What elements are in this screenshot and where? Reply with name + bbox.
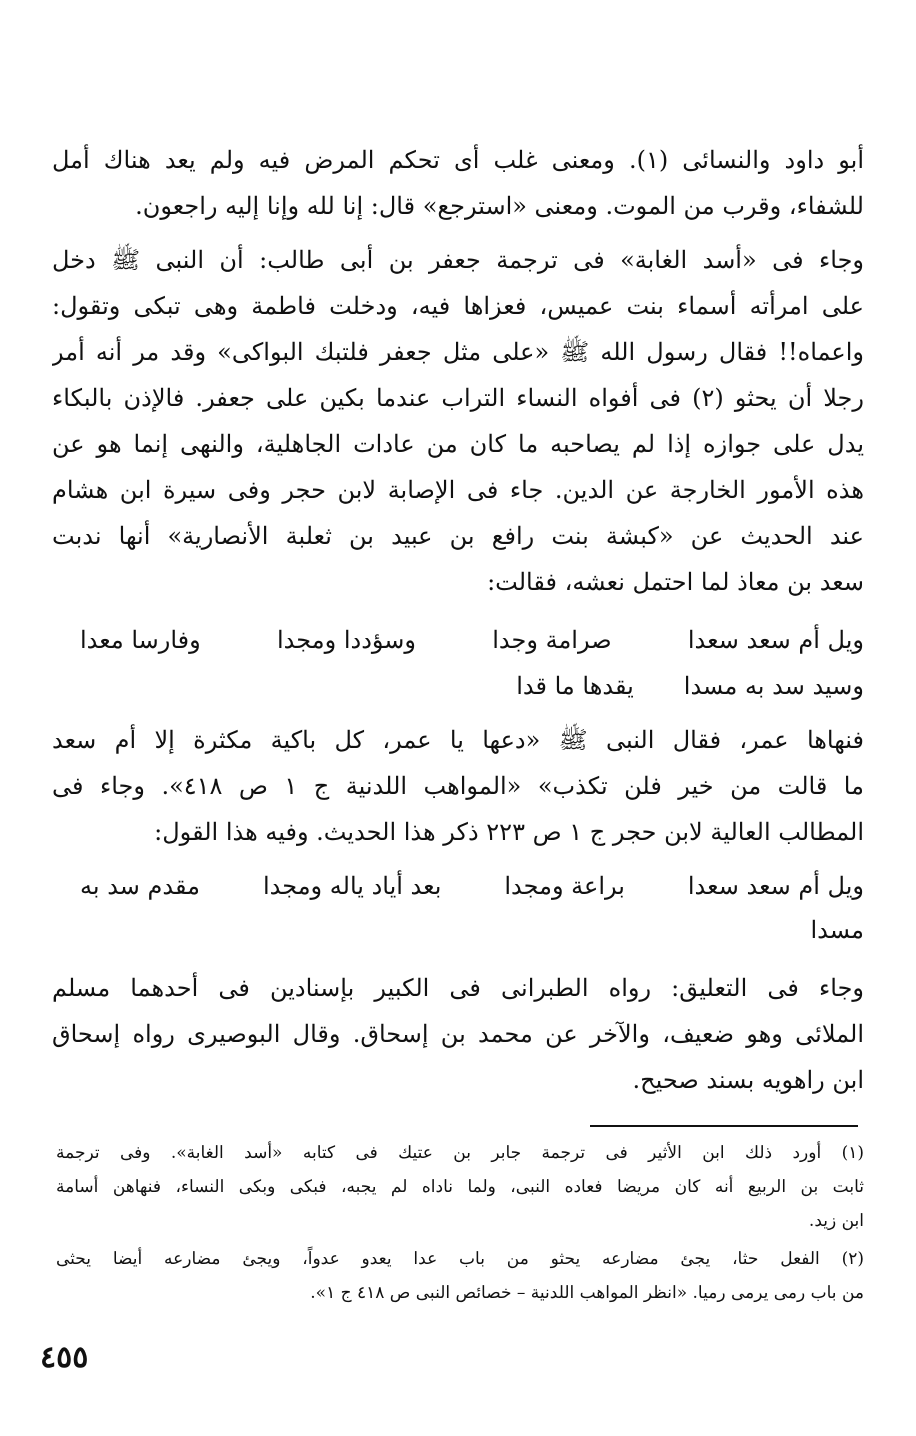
verse-hemistich: وسيد سد به مسدا — [683, 672, 864, 700]
verse-hemistich: يقدها ما قدا — [516, 672, 634, 700]
body-line: ابن راهويه بسند صحيح. — [632, 1066, 864, 1094]
body-line: عند الحديث عن «كبشة بنت رافع بن عبيد بن ثعلبة الأنصارية» أنها ندبت — [52, 522, 864, 550]
body-line: المطالب العالية لابن حجر ج ١ ص ٢٢٣ ذكر هذا الحديث. وفيه هذا القول: — [154, 818, 864, 846]
verse-hemistich: براعة ومجدا — [504, 872, 625, 900]
body-line: رجلا أن يحثو (٢) فى أفواه النساء التراب عندما بكين على جعفر. فالإذن بالبكاء — [52, 384, 864, 412]
body-line: الملائى وهو ضعيف، والآخر عن محمد بن إسحاق. وقال البوصيرى رواه إسحاق — [52, 1020, 864, 1048]
page-number: ٤٥٥ — [40, 1340, 89, 1375]
body-line: يدل على جوازه إذا لم يصاحبه ما كان من عادات الجاهلية، والنهى إنما هو عن — [52, 430, 864, 458]
verse-hemistich: بعد أياد ياله ومجدا — [262, 872, 442, 900]
verse-row — [80, 864, 864, 908]
body-line: واعماه!! فقال رسول الله ﷺ «على مثل جعفر فلتبك البواكى» وقد مر أنه أمر — [52, 338, 864, 366]
body-line: هذه الأمور الخارجة عن الدين. جاء فى الإصابة لابن حجر وفى سيرة ابن هشام — [52, 476, 864, 504]
body-line: للشفاء، وقرب من الموت. ومعنى «استرجع» قال: إنا لله وإنا إليه راجعون. — [135, 192, 864, 220]
verse-hemistich: ويل أم سعد سعدا — [687, 626, 864, 654]
body-line: أبو داود والنسائى (١). ومعنى غلب أى تحكم المرض فيه ولم يعد هناك أمل — [52, 146, 864, 174]
body-line: على امرأته أسماء بنت عميس، فعزاها فيه، ودخلت فاطمة وهى تبكى وتقول: — [52, 292, 864, 320]
body-line: وجاء فى «أسد الغابة» فى ترجمة جعفر بن أبى طالب: أن النبى ﷺ دخل — [52, 246, 864, 274]
verse-row — [80, 618, 864, 662]
body-line: سعد بن معاذ لما احتمل نعشه، فقالت: — [487, 568, 864, 596]
footnote-line: (٢) الفعل حثا، يجئ مضارعه يحثو من باب عدا يعدو عدواً، ويجئ مضارعه أيضا يحثى — [56, 1249, 864, 1269]
verse-hemistich: وسؤددا ومجدا — [277, 626, 416, 654]
verse-hemistich: وفارسا معدا — [80, 626, 201, 654]
verse-row — [80, 664, 864, 708]
verse-hemistich: مسدا — [810, 916, 864, 944]
footnote-line: ابن زيد. — [808, 1211, 864, 1231]
body-line: وجاء فى التعليق: رواه الطبرانى فى الكبير بإسنادين فى أحدهما مسلم — [52, 974, 864, 1002]
verse-hemistich: ويل أم سعد سعدا — [687, 872, 864, 900]
verse-hemistich: صرامة وجدا — [492, 626, 612, 654]
verse-row — [80, 908, 864, 952]
footnote-separator — [590, 1125, 858, 1127]
verse-hemistich: مقدم سد به — [80, 872, 200, 900]
body-line: فنهاها عمر، فقال النبى ﷺ «دعها يا عمر، كل باكية مكثرة إلا أم سعد — [52, 726, 864, 754]
footnote-line: (١) أورد ذلك ابن الأثير فى ترجمة جابر بن عتيك فى كتابه «أسد الغابة». وفى ترجمة — [56, 1143, 864, 1163]
footnote-line: ثابت بن الربيع أنه كان مريضا فعاده النبى، ولما ناداه لم يجبه، فبكى وبكى النساء، فنهاهن أسامة — [56, 1177, 864, 1197]
body-line: ما قالت من خير فلن تكذب» «المواهب اللدنية ج ١ ص ٤١٨». وجاء فى — [52, 772, 864, 800]
footnote-line: من باب رمى يرمى رميا. «انظر المواهب اللدنية – خصائص النبى ص ٤١٨ ج ١». — [310, 1283, 864, 1303]
